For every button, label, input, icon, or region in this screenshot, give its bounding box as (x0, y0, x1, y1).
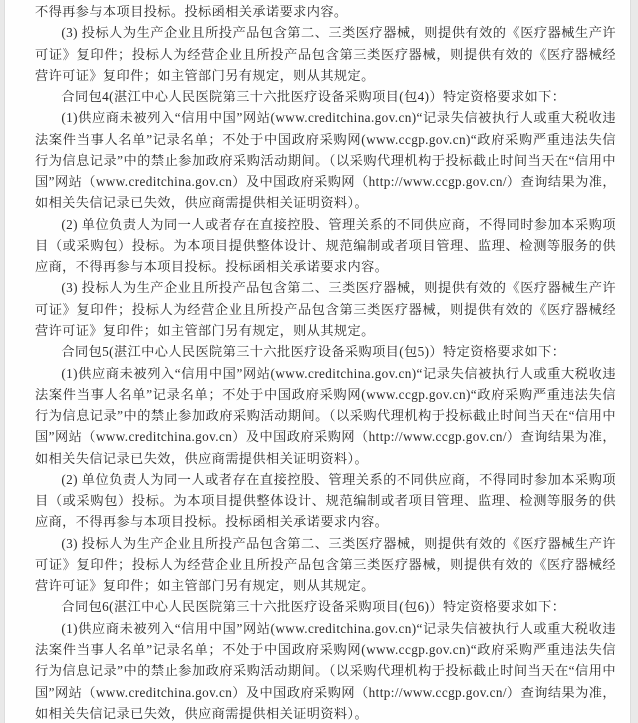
paragraph-item-2-pkg5: (2) 单位负责人为同一人或者存在直接控股、管理关系的不同供应商，不得同时参加本采购项目（或采购包）投标。为本项目提供整体设计、规范编制或者项目管理、监理、检测等服务的供应商，不得再参与本项目投标。投标函相关承诺要求内容。 (35, 471, 616, 530)
document-content (6, 0, 629, 723)
paragraph-item-1-pkg5: (1)供应商未被列入“信用中国”网站(www.creditchina.gov.cn)“记录失信被执行人或重大税收违法案件当事人名单”记录名单；不处于中国政府采购网(www.ccgp.gov.cn)“政府采购严重违法失信行为信息记录”中的禁止参加政府采购活动期间。（以采购代理机构于投标截止时间当天在“信用中国”网站（www.creditchina.gov.cn）及中国政府采购网（http://www.ccgp.gov.cn/）查询结果为准，如相关失信记录已失效，供应商需提供相关证明资料）。 (35, 365, 616, 466)
paragraph-item-1-pkg6: (1)供应商未被列入“信用中国”网站(www.creditchina.gov.cn)“记录失信被执行人或重大税收违法案件当事人名单”记录名单；不处于中国政府采购网(www.ccgp.gov.cn)“政府采购严重违法失信行为信息记录”中的禁止参加政府采购活动期间。（以采购代理机构于投标截止时间当天在“信用中国”网站（www.creditchina.gov.cn）及中国政府采购网（http://www.ccgp.gov.cn/）查询结果为准，如相关失信记录已失效，供应商需提供相关证明资料）。 (35, 620, 616, 721)
paragraph-item-2-pkg4: (2) 单位负责人为同一人或者存在直接控股、管理关系的不同供应商，不得同时参加本采购项目（或采购包）投标。为本项目提供整体设计、规范编制或者项目管理、监理、检测等服务的供应商，不得再参与本项目投标。投标函相关承诺要求内容。 (35, 216, 616, 275)
page-edge-right (630, 0, 638, 723)
paragraph-item-3-pkg4: (3) 投标人为生产企业且所投产品包含第二、三类医疗器械，则提供有效的《医疗器械生产许可证》复印件；投标人为经营企业且所投产品包含第三类医疗器械，则提供有效的《医疗器械经营许可证》复印件；如主管部门另有规定，则从其规定。 (35, 280, 616, 338)
paragraph-item-1-pkg4: (1)供应商未被列入“信用中国”网站(www.creditchina.gov.cn)“记录失信被执行人或重大税收违法案件当事人名单”记录名单；不处于中国政府采购网(www.ccgp.gov.cn)“政府采购严重违法失信行为信息记录”中的禁止参加政府采购活动期间。（以采购代理机构于投标截止时间当天在“信用中国”网站（www.creditchina.gov.cn）及中国政府采购网（http://www.ccgp.gov.cn/）查询结果为准，如相关失信记录已失效，供应商需提供相关证明资料）。 (35, 110, 616, 211)
paragraph-continuation: 不得再参与本项目投标。投标函相关承诺要求内容。 (35, 4, 348, 19)
paragraph-item-3-pkg5: (3) 投标人为生产企业且所投产品包含第二、三类医疗器械，则提供有效的《医疗器械生产许可证》复印件；投标人为经营企业且所投产品包含第三类医疗器械，则提供有效的《医疗器械经营许可证》复印件；如主管部门另有规定，则从其规定。 (35, 535, 616, 594)
heading-contract-package-4: 合同包4(湛江中心人民医院第三十六批医疗设备采购项目(包4)）特定资格要求如下： (61, 89, 566, 105)
document-page (6, 0, 629, 723)
heading-contract-package-5: 合同包5(湛江中心人民医院第三十六批医疗设备采购项目(包5)）特定资格要求如下： (61, 344, 566, 360)
heading-contract-package-6: 合同包6(湛江中心人民医院第三十六批医疗设备采购项目(包6)）特定资格要求如下： (61, 599, 566, 615)
paragraph-item-3-pkg3: (3) 投标人为生产企业且所投产品包含第二、三类医疗器械，则提供有效的《医疗器械生产许可证》复印件；投标人为经营企业且所投产品包含第三类医疗器械，则提供有效的《医疗器械经营许可证》复印件；如主管部门另有规定，则从其规定。 (35, 25, 616, 83)
page-edge-left (0, 0, 5, 723)
